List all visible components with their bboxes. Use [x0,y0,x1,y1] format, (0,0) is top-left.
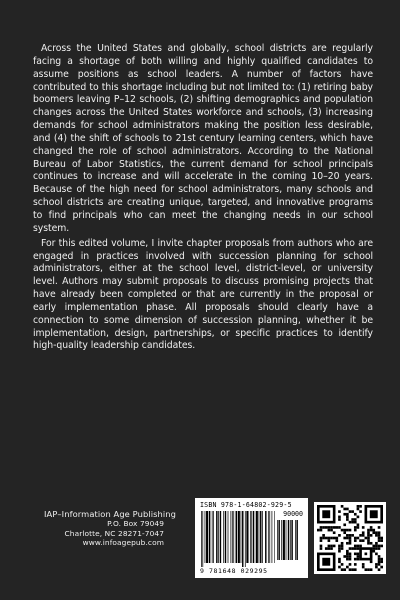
addon-barcode-icon [277,520,303,564]
qr-code-icon [317,505,383,571]
publisher-name: IAP–Information Age Publishing [44,509,177,519]
price-code: 90000 [283,510,303,518]
ean-number: 9 781648 029295 [200,567,268,575]
back-cover-blurb [33,43,373,353]
blurb-paragraph-2: For this edited volume, I invite chapter proposals from authors who are engaged in practices involved with succession planning for school administrators, either at the school level, district-level, or university level. Authors may submit proposals to discuss promising projects that have already been completed or that are currently in the proposal or early implementation phase. All proposals should clearly have a connection to some dimension of succession planning, whether it be implementation, design, partnerships, or specific practices to identify high-quality leadership candidates. [33,237,373,352]
publisher-po-box: P.O. Box 79049 [107,519,164,529]
isbn-label: ISBN 978-1-64802-929-5 [200,501,292,509]
isbn-barcode [195,498,308,578]
publisher-address [44,509,177,548]
blurb-paragraph-1: Across the United States and globally, school districts are regularly facing a shortage of both willing and highly qualified candidates to assume positions as school leaders. A number of factors have contributed to this shortage including but not limited to: (1) retiring baby boomers leaving P–12 schools, (2) shifting demographics and population changes across the United States workforce and schools, (3) increasing demands for school administrators making the position less desirable, and (4) the shift of schools to 21st century learning centers, which have changed the role of school administrators. According to the National Bureau of Labor Statistics, the current demand for school principals continues to increase and will accelerate in the coming 10–20 years. Because of the high need for school administrators, many schools and school districts are creating unique, targeted, and innovative programs to find principals who can meet the changing needs in our school system. [33,43,373,234]
qr-code [314,502,386,574]
publisher-city: Charlotte, NC 28271-7047 [64,528,164,538]
barcode-bars-icon [201,511,275,567]
publisher-website: www.infoagepub.com [82,538,164,548]
